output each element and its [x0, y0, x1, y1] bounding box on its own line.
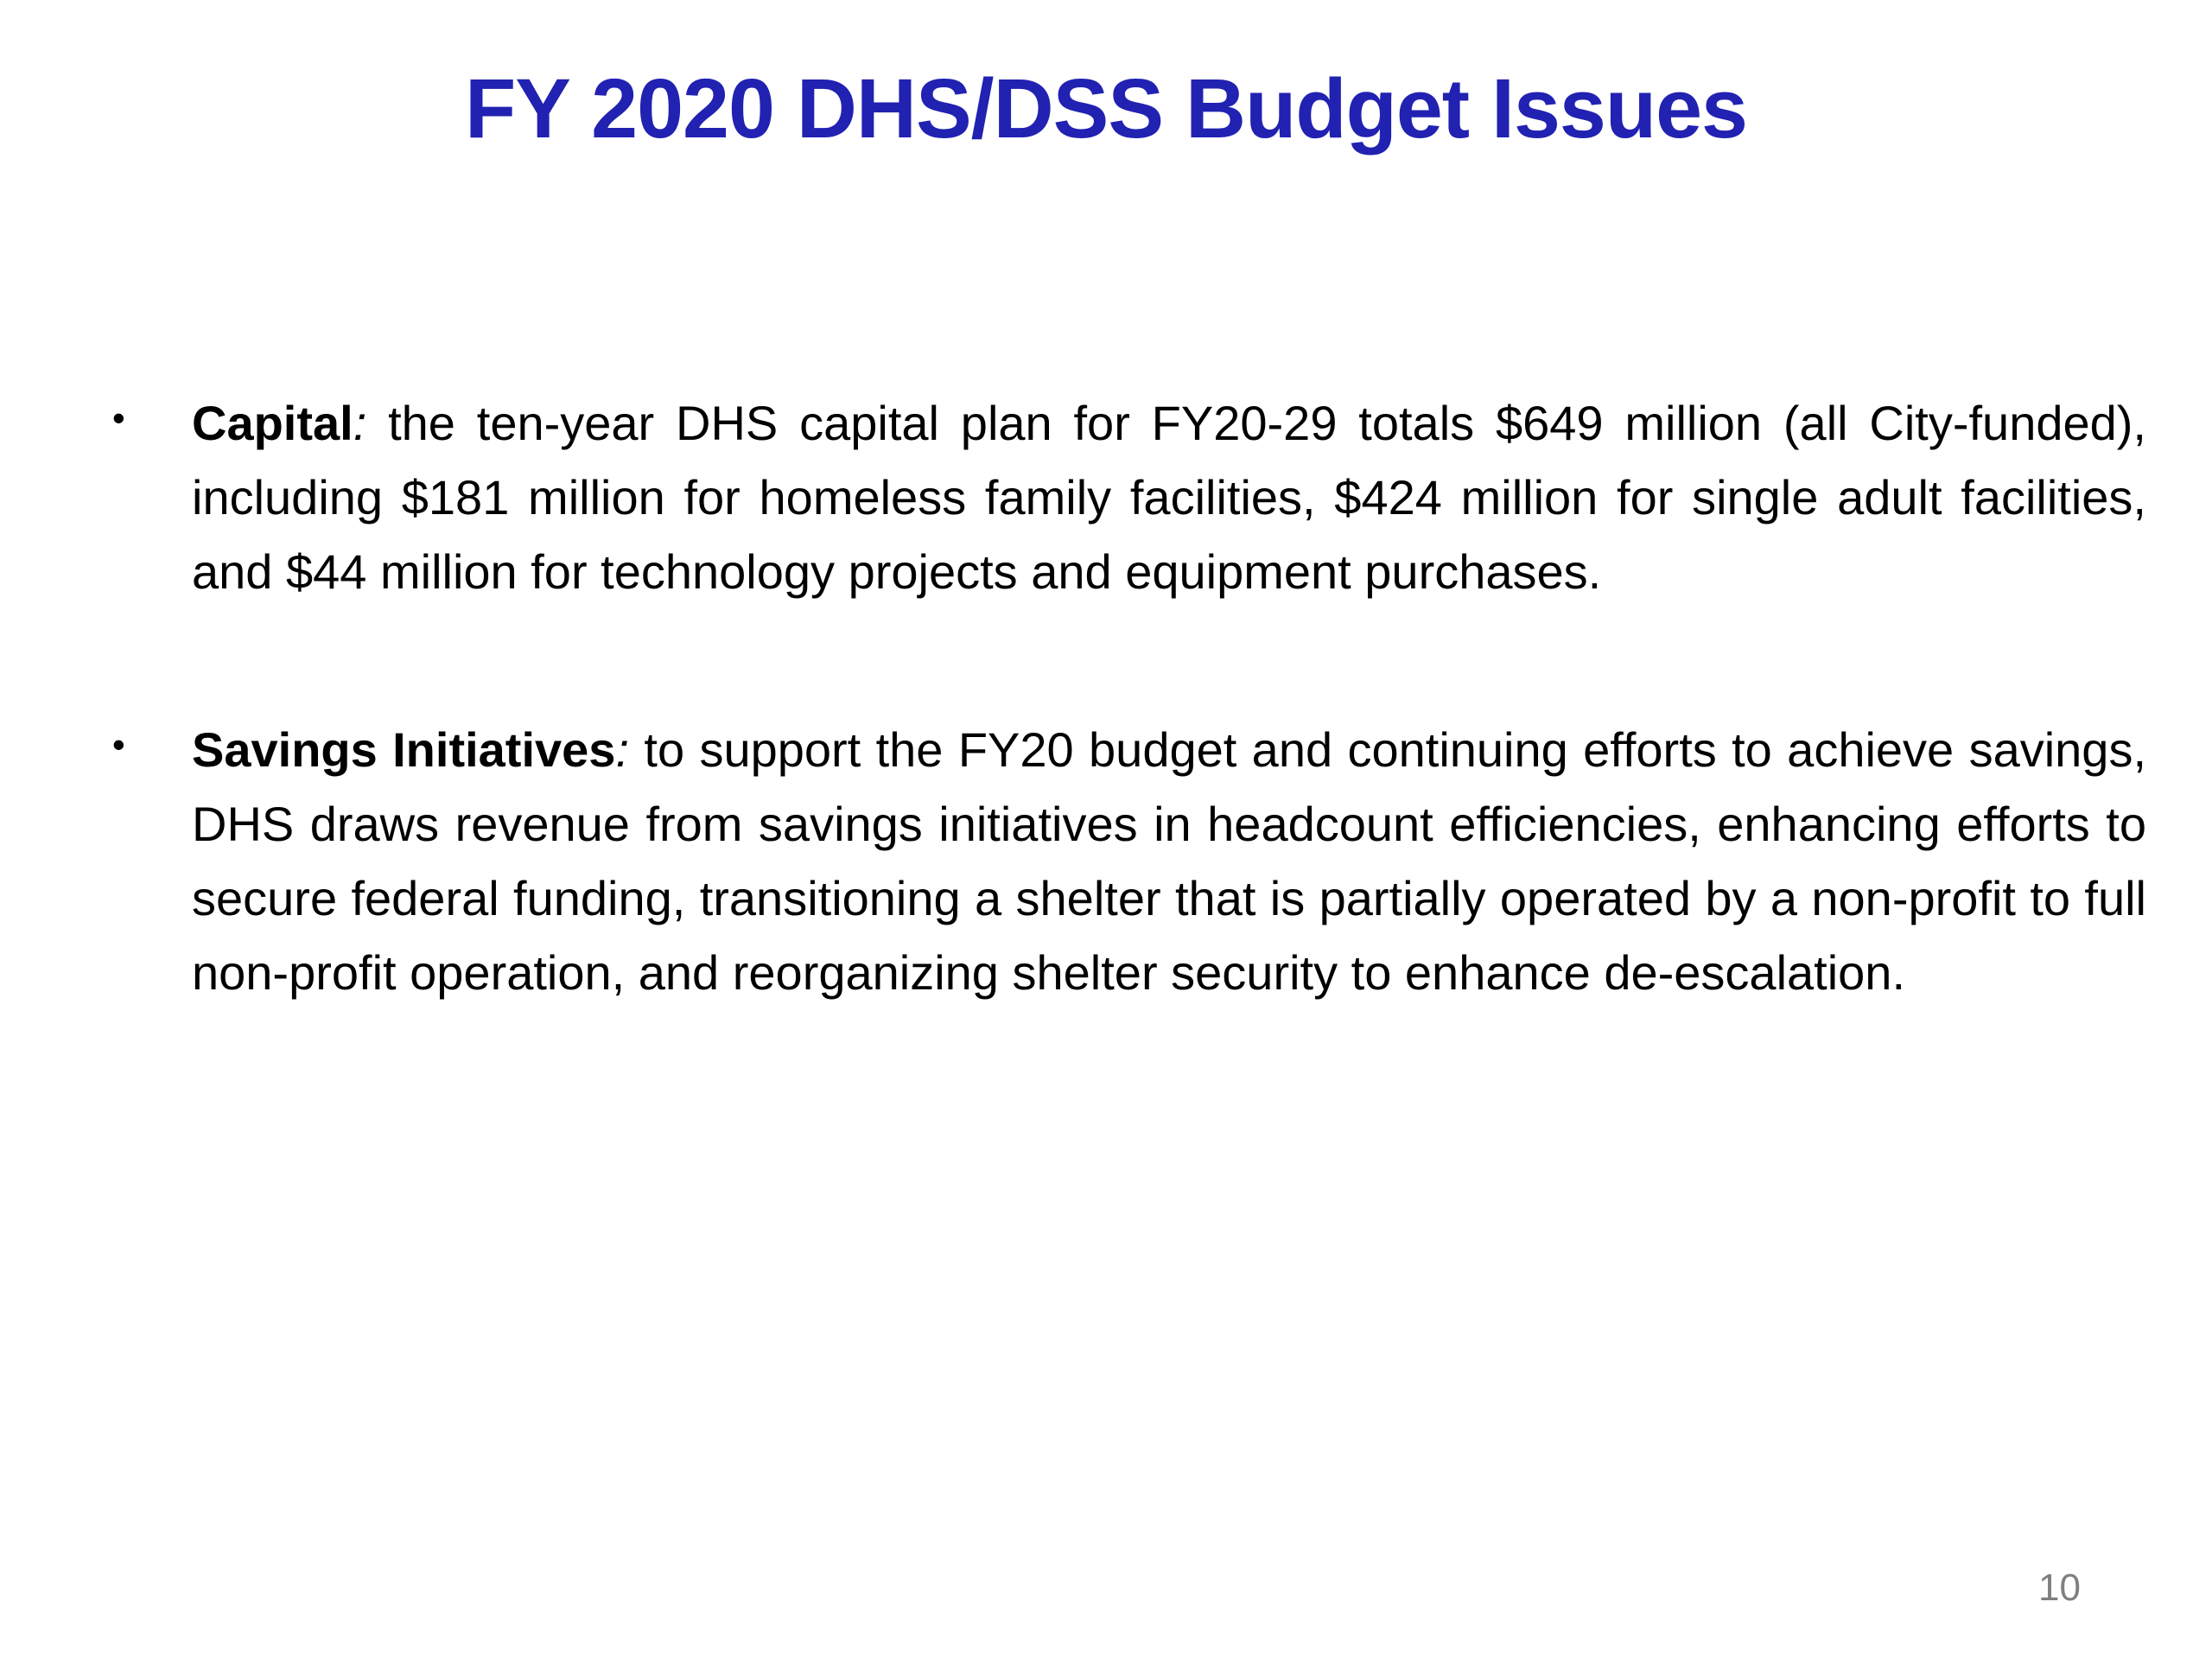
- bullet-separator: :: [353, 396, 367, 450]
- bullet-separator: :: [615, 722, 630, 777]
- bullet-list: [111, 386, 2146, 1010]
- slide-title: FY 2020 DHS/DSS Budget Issues: [464, 61, 1748, 156]
- bullet-lead-capital: Capital: [192, 396, 353, 450]
- bullet-paragraph: [192, 713, 2146, 1010]
- bullet-paragraph: [192, 386, 2146, 609]
- bullet-body-savings-initiatives: to support the FY20 budget and continuing efforts to achieve savings, DHS draws revenue from savings initiatives in headcount efficiencies, enhancing efforts to secure federal funding, transitioning a shelter that is partially operated by a non-profit to full non-profit operation, and reorganizing shelter security to enhance de-escalation.: [192, 722, 2147, 1000]
- bullet-lead-savings-initiatives: Savings Initiatives: [192, 722, 616, 777]
- bullet-icon: •: [112, 724, 125, 765]
- bullet-item-savings-initiatives: [111, 713, 2146, 1010]
- bullet-item-capital: [111, 386, 2146, 609]
- bullet-body-capital: the ten-year DHS capital plan for FY20-29 totals $649 million (all City-funded), including $181 million for homeless family facilities, $424 million for single adult facilities, and $44 million for technology projects and equipment purchases.: [192, 396, 2146, 599]
- page-number: 10: [2038, 1567, 2081, 1609]
- bullet-icon: •: [112, 397, 125, 438]
